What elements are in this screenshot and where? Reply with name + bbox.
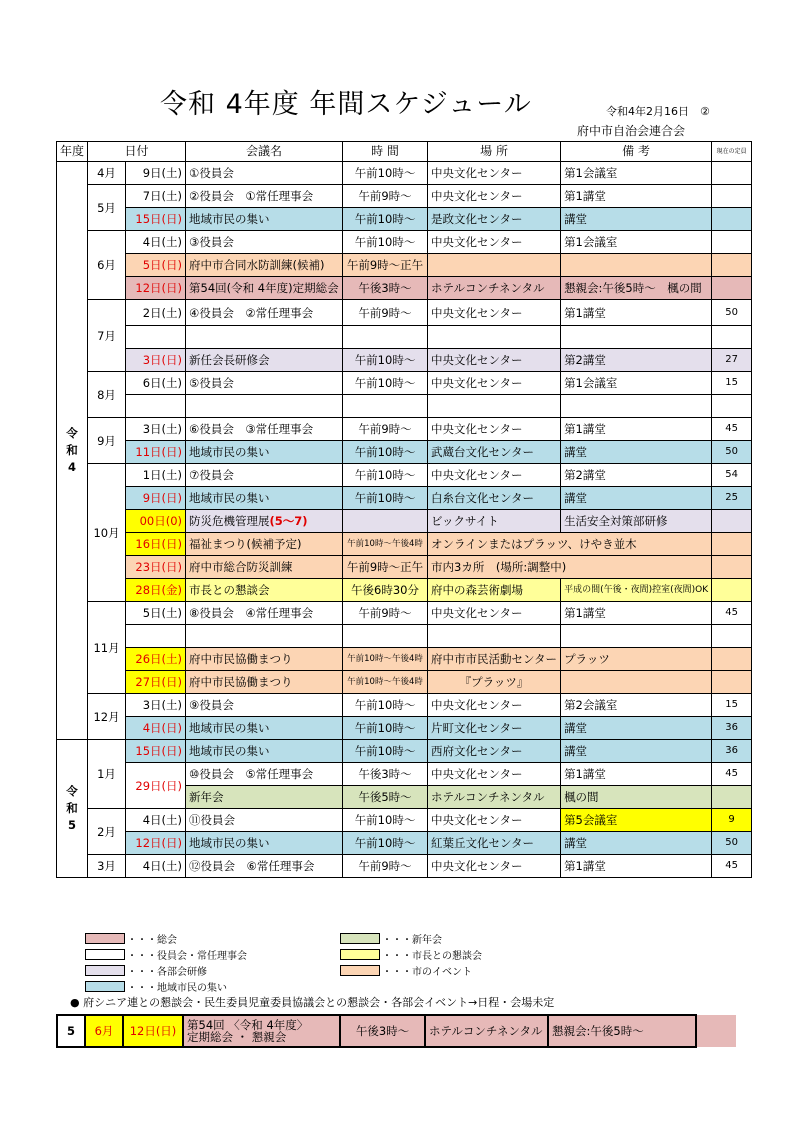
place-cell (428, 254, 561, 277)
time-cell: 午前10時～ (343, 717, 428, 740)
legend-label: ・・・総会 (127, 934, 177, 946)
time-cell: 午前9時～正午 (343, 254, 428, 277)
time-cell: 午前10時～午後4時 (343, 671, 428, 694)
date-cell: 00日(0) (126, 510, 186, 533)
schedule-row (57, 579, 752, 602)
schedule-row (57, 208, 752, 231)
schedule-row (57, 602, 752, 625)
meeting-name-cell: 新任会長研修会 (186, 349, 343, 372)
date-cell: 9日(土) (126, 162, 186, 185)
date-cell: 12日(日) (126, 832, 186, 855)
col-meeting: 会議名 (186, 142, 343, 162)
time-cell: 午前10時～午後4時 (343, 648, 428, 671)
capacity-cell (712, 326, 752, 349)
place-cell: 中央文化センター (428, 418, 561, 441)
month-cell: 8月 (88, 372, 126, 418)
place-cell: 『プラッツ』 (428, 671, 561, 694)
capacity-cell: 36 (712, 717, 752, 740)
capacity-cell (712, 510, 752, 533)
schedule-row (57, 162, 752, 185)
meeting-name-cell: ⑨役員会 (186, 694, 343, 717)
schedule-row (57, 533, 752, 556)
capacity-cell: 15 (712, 694, 752, 717)
legend-item (340, 948, 482, 960)
capacity-cell (712, 625, 752, 648)
capacity-cell (712, 185, 752, 208)
place-cell: 中央文化センター (428, 602, 561, 625)
note-cell: 講堂 (561, 487, 712, 510)
meeting-name-cell: 地域市民の集い (186, 487, 343, 510)
place-cell: 中央文化センター (428, 855, 561, 878)
meeting-name-cell: 市長との懇談会 (186, 579, 343, 602)
note-cell: 懇親会:午後5時～ 楓の間 (561, 277, 712, 300)
capacity-cell (712, 208, 752, 231)
date-cell (126, 625, 186, 648)
next-month: 6月 (85, 1015, 123, 1047)
time-cell: 午前9時～ (343, 418, 428, 441)
year-label-char: 4 (68, 460, 77, 474)
legend-label: ・・・役員会・常任理事会 (127, 950, 247, 962)
time-cell: 午前9時～正午 (343, 556, 428, 579)
date-cell: 4日(土) (126, 231, 186, 254)
capacity-cell (712, 786, 752, 809)
note-cell: 第1会議室 (561, 372, 712, 395)
note-cell (561, 395, 712, 418)
note-cell: 第1講堂 (561, 300, 712, 326)
date-cell: 29日(日) (126, 763, 186, 809)
month-cell: 2月 (88, 809, 126, 855)
col-year: 年度 (57, 142, 88, 162)
meeting-name-cell: ⑧役員会 ④常任理事会 (186, 602, 343, 625)
meeting-name-cell: 地域市民の集い (186, 441, 343, 464)
meeting-name-cell: ⑫役員会 ⑥常任理事会 (186, 855, 343, 878)
date-cell: 4日(日) (126, 717, 186, 740)
year-label-char: 和 (66, 443, 78, 457)
place-cell: 府中市市民活動センター (428, 648, 561, 671)
note-cell: 第1講堂 (561, 763, 712, 786)
meeting-name-cell: ⑩役員会 ⑤常任理事会 (186, 763, 343, 786)
note-cell: 平成の間(午後・夜間)控室(夜間)OK (561, 579, 712, 602)
meeting-name-cell: 府中市合同水防訓練(候補) (186, 254, 343, 277)
date-cell: 4日(土) (126, 855, 186, 878)
schedule-row (57, 185, 752, 208)
schedule-row (57, 300, 752, 326)
schedule-row (57, 510, 752, 533)
note-cell (561, 671, 712, 694)
place-cell: 西府文化センター (428, 740, 561, 763)
note-cell: 第1会議室 (561, 231, 712, 254)
time-cell: 午前10時～午後4時 (343, 533, 428, 556)
date-cell: 12日(日) (126, 277, 186, 300)
schedule-row (57, 395, 752, 418)
time-cell: 午前9時～ (343, 300, 428, 326)
date-cell: 11日(日) (126, 441, 186, 464)
next-date: 12日(日) (123, 1015, 183, 1047)
capacity-cell: 45 (712, 763, 752, 786)
time-cell: 午前10時～ (343, 372, 428, 395)
schedule-row (57, 464, 752, 487)
place-cell: 紅葉丘文化センター (428, 832, 561, 855)
capacity-cell (712, 579, 752, 602)
year-label-char: 和 (66, 801, 78, 815)
date-cell: 27日(日) (126, 671, 186, 694)
meeting-name-extra: (5～7) (269, 514, 308, 528)
meeting-name-cell: ⑤役員会 (186, 372, 343, 395)
time-cell: 午前10時～ (343, 162, 428, 185)
month-cell: 3月 (88, 855, 126, 878)
schedule-row (57, 694, 752, 717)
date-cell: 1日(土) (126, 464, 186, 487)
capacity-cell (712, 556, 752, 579)
next-year-table (56, 1014, 736, 1048)
note-cell: 第2講堂 (561, 349, 712, 372)
date-cell: 7日(土) (126, 185, 186, 208)
time-cell: 午前10時～ (343, 349, 428, 372)
schedule-table (56, 141, 752, 878)
place-cell: ビックサイト (428, 510, 561, 533)
meeting-name-cell (186, 326, 343, 349)
capacity-cell (712, 648, 752, 671)
place-cell: 是政文化センター (428, 208, 561, 231)
date-cell: 16日(日) (126, 533, 186, 556)
next-year-row (57, 1015, 736, 1047)
date-cell: 3日(日) (126, 349, 186, 372)
time-cell: 午後3時～ (343, 277, 428, 300)
schedule-row (57, 625, 752, 648)
capacity-cell (712, 254, 752, 277)
schedule-row (57, 809, 752, 832)
next-time: 午後3時～ (340, 1015, 425, 1047)
time-cell (343, 625, 428, 648)
schedule-row (57, 832, 752, 855)
schedule-row (57, 763, 752, 786)
meeting-name-cell: 府中市総合防災訓練 (186, 556, 343, 579)
capacity-cell: 45 (712, 418, 752, 441)
year-label-char: 令 (66, 426, 78, 440)
meeting-name-cell: ②役員会 ①常任理事会 (186, 185, 343, 208)
page-title: 令和 4年度 年間スケジュール (160, 89, 532, 120)
legend-item (85, 932, 177, 944)
time-cell: 午前10時～ (343, 208, 428, 231)
date-cell: 6日(土) (126, 372, 186, 395)
place-cell: 中央文化センター (428, 763, 561, 786)
capacity-cell (712, 671, 752, 694)
date-cell: 15日(日) (126, 208, 186, 231)
schedule-row (57, 326, 752, 349)
col-place: 場 所 (428, 142, 561, 162)
next-place: ホテルコンチネンタル (425, 1015, 548, 1047)
legend-item (85, 980, 227, 992)
date-cell: 3日(土) (126, 694, 186, 717)
time-cell: 午前9時～ (343, 602, 428, 625)
place-cell: 府中の森芸術劇場 (428, 579, 561, 602)
legend-item (85, 964, 207, 976)
legend-label: ・・・市のイベント (382, 966, 472, 978)
place-cell: 白糸台文化センター (428, 487, 561, 510)
meeting-name-cell: 地域市民の集い (186, 717, 343, 740)
time-cell: 午後5時～ (343, 786, 428, 809)
place-cell (428, 625, 561, 648)
date-cell: 15日(日) (126, 740, 186, 763)
legend-swatch (340, 933, 380, 944)
meeting-name-cell: ④役員会 ②常任理事会 (186, 300, 343, 326)
legend-item (340, 964, 472, 976)
month-cell: 12月 (88, 694, 126, 740)
legend-swatch (340, 965, 380, 976)
place-cell: 中央文化センター (428, 809, 561, 832)
time-cell (343, 395, 428, 418)
legend-swatch (85, 965, 125, 976)
legend-item (85, 948, 247, 960)
month-cell: 9月 (88, 418, 126, 464)
place-cell: 中央文化センター (428, 372, 561, 395)
schedule-row (57, 717, 752, 740)
place-cell: 中央文化センター (428, 300, 561, 326)
note-cell (561, 625, 712, 648)
organization-name: 府中市自治会連合会 (577, 124, 686, 138)
place-cell: ホテルコンチネンタル (428, 277, 561, 300)
place-cell: 片町文化センター (428, 717, 561, 740)
meeting-name-cell (186, 510, 343, 533)
schedule-row (57, 740, 752, 763)
next-name (183, 1015, 340, 1047)
place-cell: 武蔵台文化センター (428, 441, 561, 464)
year-label-r4 (57, 162, 88, 740)
note-cell (561, 326, 712, 349)
schedule-row (57, 441, 752, 464)
note-cell: 第1講堂 (561, 602, 712, 625)
capacity-cell: 15 (712, 372, 752, 395)
time-cell: 午前10時～ (343, 231, 428, 254)
capacity-cell: 27 (712, 349, 752, 372)
note-cell: 第1会議室 (561, 162, 712, 185)
date-cell: 28日(金) (126, 579, 186, 602)
place-cell: 中央文化センター (428, 694, 561, 717)
place-cell: 中央文化センター (428, 231, 561, 254)
schedule-row (57, 648, 752, 671)
time-cell: 午前10時～ (343, 464, 428, 487)
note-cell: 講堂 (561, 832, 712, 855)
schedule-row (57, 231, 752, 254)
legend-item (340, 932, 442, 944)
note-cell: 講堂 (561, 441, 712, 464)
capacity-cell (712, 395, 752, 418)
capacity-cell: 9 (712, 809, 752, 832)
issue-date: 令和4年2月16日 ② (606, 105, 710, 118)
time-cell (343, 326, 428, 349)
capacity-cell: 36 (712, 740, 752, 763)
schedule-row (57, 855, 752, 878)
capacity-cell: 54 (712, 464, 752, 487)
schedule-row (57, 671, 752, 694)
note-cell: 講堂 (561, 717, 712, 740)
meeting-name-cell: ⑥役員会 ③常任理事会 (186, 418, 343, 441)
meeting-name-cell: 府中市民協働まつり (186, 671, 343, 694)
date-cell: 23日(日) (126, 556, 186, 579)
legend (85, 932, 585, 992)
footnote: ● 府シニア連との懇談会・民生委員児童委員協議会との懇談会・各部会イベント→日程・会場未定 (70, 996, 555, 1009)
schedule-row (57, 418, 752, 441)
col-capacity: 現在の定員 (712, 142, 752, 162)
note-cell: 生活安全対策部研修 (561, 510, 712, 533)
place-cell: 中央文化センター (428, 185, 561, 208)
schedule-row (57, 487, 752, 510)
legend-swatch (85, 949, 125, 960)
capacity-cell: 50 (712, 300, 752, 326)
date-cell: 5日(土) (126, 602, 186, 625)
place-cell: 中央文化センター (428, 349, 561, 372)
meeting-name-cell: ③役員会 (186, 231, 343, 254)
col-note: 備 考 (561, 142, 712, 162)
meeting-name: 防災危機管理展 (189, 514, 270, 528)
year-label-r5 (57, 740, 88, 878)
schedule-row (57, 254, 752, 277)
capacity-cell: 25 (712, 487, 752, 510)
meeting-name-cell: ①役員会 (186, 162, 343, 185)
legend-label: ・・・市長との懇談会 (382, 950, 482, 962)
time-cell: 午前10時～ (343, 441, 428, 464)
time-cell: 午前9時～ (343, 855, 428, 878)
capacity-cell: 50 (712, 832, 752, 855)
meeting-name-cell: ⑦役員会 (186, 464, 343, 487)
month-cell: 10月 (88, 464, 126, 602)
time-cell: 午後6時30分 (343, 579, 428, 602)
place-cell: 市内3カ所 (場所:調整中) (428, 556, 712, 579)
capacity-cell (712, 231, 752, 254)
note-cell: 楓の間 (561, 786, 712, 809)
legend-swatch (340, 949, 380, 960)
meeting-name-cell: 第54回(令和 4年度)定期総会 (186, 277, 343, 300)
schedule-row (57, 277, 752, 300)
note-cell: 講堂 (561, 208, 712, 231)
legend-swatch (85, 933, 125, 944)
place-cell (428, 326, 561, 349)
meeting-name-cell: ⑪役員会 (186, 809, 343, 832)
next-name-line1: 第54回 〈令和 4年度〉 (187, 1018, 309, 1032)
time-cell: 午前10時～ (343, 487, 428, 510)
month-cell: 4月 (88, 162, 126, 185)
meeting-name-cell (186, 625, 343, 648)
capacity-cell (712, 533, 752, 556)
date-cell: 3日(土) (126, 418, 186, 441)
meeting-name-cell (186, 395, 343, 418)
schedule-row (57, 372, 752, 395)
legend-swatch (85, 981, 125, 992)
note-cell: 第2講堂 (561, 464, 712, 487)
date-cell: 9日(日) (126, 487, 186, 510)
place-cell: 中央文化センター (428, 162, 561, 185)
time-cell: 午前10時～ (343, 740, 428, 763)
year-label-char: 令 (66, 784, 78, 798)
note-cell: 第5会議室 (561, 809, 712, 832)
time-cell: 午前10時～ (343, 832, 428, 855)
schedule-row (57, 349, 752, 372)
capacity-cell: 50 (712, 441, 752, 464)
place-cell (428, 395, 561, 418)
next-year: 5 (57, 1015, 85, 1047)
next-capacity (696, 1015, 736, 1047)
next-name-line2: 定期総会 ・ 懇親会 (187, 1030, 287, 1044)
meeting-name-cell: 新年会 (186, 786, 343, 809)
time-cell: 午後3時～ (343, 763, 428, 786)
legend-label: ・・・各部会研修 (127, 966, 207, 978)
note-cell: 第1講堂 (561, 185, 712, 208)
date-cell: 26日(土) (126, 648, 186, 671)
next-note: 懇親会:午後5時～ (548, 1015, 696, 1047)
note-cell: 第1講堂 (561, 855, 712, 878)
col-time: 時 間 (343, 142, 428, 162)
col-date: 日付 (88, 142, 186, 162)
meeting-name-cell: 府中市民協働まつり (186, 648, 343, 671)
time-cell: 午前10時～ (343, 694, 428, 717)
date-cell: 4日(土) (126, 809, 186, 832)
time-cell: 午前9時～ (343, 185, 428, 208)
schedule-row (57, 556, 752, 579)
place-cell: 中央文化センター (428, 464, 561, 487)
capacity-cell: 45 (712, 855, 752, 878)
place-cell: オンラインまたはプラッツ、けやき並木 (428, 533, 712, 556)
date-cell (126, 395, 186, 418)
month-cell: 6月 (88, 231, 126, 300)
legend-label: ・・・新年会 (382, 934, 442, 946)
meeting-name-cell: 福祉まつり(候補予定) (186, 533, 343, 556)
date-cell: 2日(土) (126, 300, 186, 326)
header-row (57, 142, 752, 162)
note-cell (561, 254, 712, 277)
capacity-cell (712, 162, 752, 185)
time-cell (343, 510, 428, 533)
date-cell: 5日(日) (126, 254, 186, 277)
capacity-cell (712, 277, 752, 300)
year-label-char: 5 (68, 818, 77, 832)
month-cell: 5月 (88, 185, 126, 231)
month-cell: 11月 (88, 602, 126, 694)
note-cell: 第2会議室 (561, 694, 712, 717)
meeting-name-cell: 地域市民の集い (186, 740, 343, 763)
month-cell: 7月 (88, 300, 126, 372)
capacity-cell: 45 (712, 602, 752, 625)
meeting-name-cell: 地域市民の集い (186, 208, 343, 231)
note-cell: 第1講堂 (561, 418, 712, 441)
note-cell: 講堂 (561, 740, 712, 763)
note-cell: プラッツ (561, 648, 712, 671)
meeting-name-cell: 地域市民の集い (186, 832, 343, 855)
month-cell: 1月 (88, 740, 126, 809)
legend-label: ・・・地域市民の集い (127, 982, 227, 994)
date-cell (126, 326, 186, 349)
place-cell: ホテルコンチネンタル (428, 786, 561, 809)
time-cell: 午前10時～ (343, 809, 428, 832)
